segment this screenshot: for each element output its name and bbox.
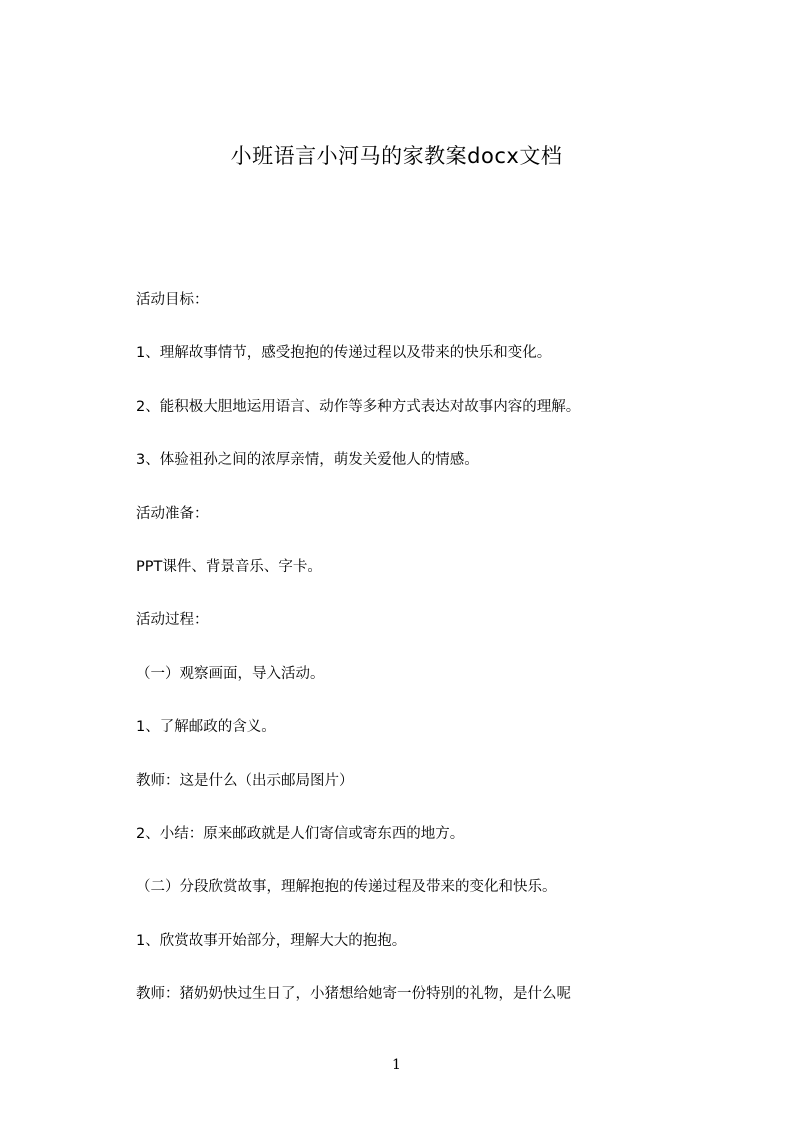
paragraph-activity-goals-heading: 活动目标： <box>136 292 209 308</box>
paragraph-preparation-heading: 活动准备： <box>136 505 209 522</box>
paragraph-preparation-materials: PPT课件、背景音乐、字卡。 <box>136 558 322 575</box>
paragraph-process-step-1: 1、了解邮政的含义。 <box>136 719 276 736</box>
paragraph-goal-3: 3、体验祖孙之间的浓厚亲情，萌发关爱他人的情感。 <box>136 452 479 469</box>
paragraph-process-part-1: （一）观察画面，导入活动。 <box>136 665 325 682</box>
paragraph-process-heading: 活动过程： <box>136 612 209 629</box>
document-body <box>136 287 676 1034</box>
paragraph-goal-1: 1、理解故事情节，感受抱抱的传递过程以及带来的快乐和变化。 <box>136 345 552 362</box>
document-title: 小班语言小河马的家教案docx文档 <box>230 144 563 168</box>
paragraph-teacher-line-1: 教师：这是什么（出示邮局图片） <box>136 772 354 789</box>
paragraph-teacher-line-2: 教师：猪奶奶快过生日了，小猪想给她寄一份特别的礼物，是什么呢 <box>136 986 571 1003</box>
paragraph-process-part-2: （二）分段欣赏故事，理解抱抱的传递过程及带来的变化和快乐。 <box>136 879 557 896</box>
paragraph-process-step-3: 1、欣赏故事开始部分，理解大大的抱抱。 <box>136 932 407 949</box>
paragraph-process-step-2: 2、小结：原来邮政就是人们寄信或寄东西的地方。 <box>136 825 465 842</box>
page-number: 1 <box>392 1057 401 1073</box>
paragraph-goal-2: 2、能积极大胆地运用语言、动作等多种方式表达对故事内容的理解。 <box>136 398 581 415</box>
